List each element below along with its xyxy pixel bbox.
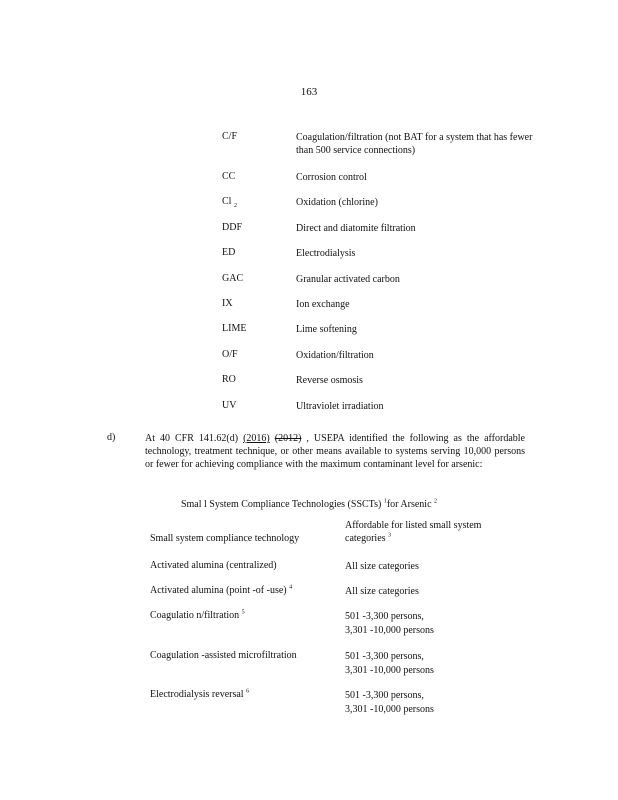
category-line: 3,301 -10,000 persons — [345, 625, 434, 636]
footnote-marker: 6 — [246, 688, 250, 695]
abbreviation-code: C/F — [222, 131, 238, 142]
abbreviation-code: CC — [222, 171, 236, 182]
abbreviation-code: O/F — [222, 349, 238, 360]
category-line: All size categories — [345, 561, 419, 572]
footnote-marker: 5 — [241, 609, 245, 616]
table-title — [0, 499, 618, 510]
table-row-categories — [345, 689, 434, 717]
table-title-tail: for Arsenic — [386, 499, 432, 510]
inserted-year: (2016) — [243, 433, 270, 444]
category-line: 501 -3,300 persons, — [345, 690, 424, 701]
category-line: 501 -3,300 persons, — [345, 611, 424, 622]
abbreviation-code: IX — [222, 298, 233, 309]
table-header-categories-text: Affordable for listed small system categories — [345, 520, 482, 544]
technology-name: Activated alumina (point -of -use) — [150, 585, 287, 596]
abbreviation-code: LIME — [222, 323, 247, 334]
abbreviation-code — [222, 196, 237, 207]
table-row-technology — [150, 689, 249, 700]
footnote-marker: 3 — [388, 532, 392, 539]
table-row-technology — [150, 610, 245, 621]
abbreviation-definition: Reverse osmosis — [296, 375, 363, 386]
paragraph-text — [145, 432, 525, 471]
table-row-technology — [150, 585, 292, 596]
abbreviation-code-text: Cl — [222, 196, 232, 207]
deleted-year: (2012) — [274, 433, 302, 444]
paragraph-text-end: , USEPA identified the following as the affordable technology, treatment technique, or other means available to systems serving 10,000 persons or fewer for achieving compliance with the maximum contaminant level for arsenic: — [145, 433, 525, 470]
abbreviation-definition: Coagulation/filtration (not BAT for a system that has fewer than 500 service connections) — [296, 132, 533, 156]
category-line: All size categories — [345, 586, 419, 597]
abbreviation-definition: Ion exchange — [296, 299, 350, 310]
paragraph-label: d) — [107, 432, 116, 443]
abbreviation-definition: Corrosion control — [296, 172, 367, 183]
abbreviation-code: DDF — [222, 222, 243, 233]
abbreviation-definition: Electrodialysis — [296, 248, 356, 259]
technology-name: Coagulatio n/filtration — [150, 610, 240, 621]
table-row-categories — [345, 585, 419, 599]
abbreviation-definition: Direct and diatomite filtration — [296, 223, 416, 234]
category-line: 3,301 -10,000 persons — [345, 704, 434, 715]
category-line: 3,301 -10,000 persons — [345, 665, 434, 676]
page-number: 163 — [300, 86, 318, 98]
technology-name: Coagulation -assisted microfiltration — [150, 650, 297, 661]
category-line: 501 -3,300 persons, — [345, 651, 424, 662]
abbreviation-definition: Lime softening — [296, 324, 357, 335]
abbreviation-code-subscript: 2 — [233, 203, 237, 209]
abbreviation-code: ED — [222, 247, 236, 258]
table-header-categories — [345, 519, 515, 545]
abbreviation-code: GAC — [222, 273, 244, 284]
table-title-text: Smal l System Compliance Technologies (SSCTs) — [180, 499, 382, 510]
technology-name: Activated alumina (centralized) — [150, 560, 277, 571]
footnote-marker: 2 — [434, 498, 438, 505]
abbreviation-definition: Ultraviolet irradiation — [296, 401, 384, 412]
footnote-marker: 1 — [383, 498, 387, 505]
paragraph-text-start: At 40 CFR 141.62(d) — [145, 433, 244, 444]
abbreviation-code: RO — [222, 374, 236, 385]
abbreviation-definition: Oxidation/filtration — [296, 350, 374, 361]
table-row-technology — [150, 560, 277, 571]
abbreviation-definition: Oxidation (chlorine) — [296, 197, 378, 208]
abbreviation-code: UV — [222, 400, 237, 411]
footnote-marker: 4 — [289, 584, 293, 591]
table-header-technology: Small system compliance technology — [150, 533, 300, 544]
table-row-technology — [150, 650, 297, 661]
table-row-categories — [345, 560, 419, 574]
table-row-categories — [345, 650, 434, 678]
technology-name: Electrodialysis reversal — [150, 689, 244, 700]
table-row-categories — [345, 610, 434, 638]
abbreviation-definition: Granular activated carbon — [296, 274, 400, 285]
